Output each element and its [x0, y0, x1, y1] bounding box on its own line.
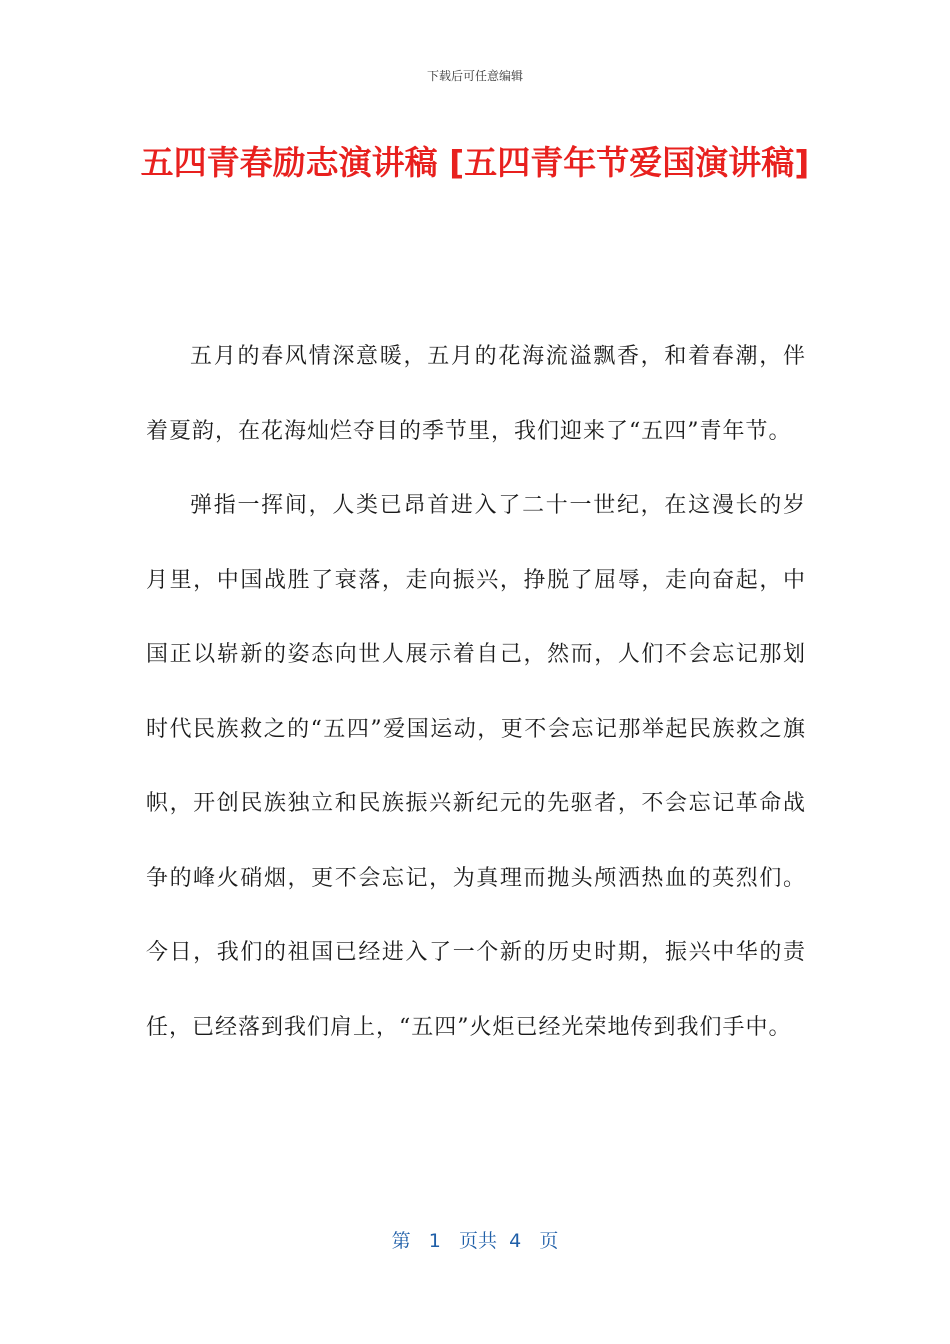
document-title: 五四青春励志演讲稿 [五四青年节爱国演讲稿] [140, 143, 810, 182]
page-label-prefix: 第 [391, 1230, 411, 1252]
header-note: 下载后可任意编辑 [426, 69, 523, 83]
paragraph: 五月的春风情深意暖，五月的花海流溢飘香，和着春潮，伴着夏韵，在花海灿烂夺目的季节里，我们迎来了“五四”青年节。 [146, 344, 806, 444]
total-pages: 4 [509, 1230, 522, 1252]
document-body [146, 320, 806, 1065]
paragraph: 弹指一挥间，人类已昂首进入了二十一世纪，在这漫长的岁月里，中国战胜了衰落，走向振兴，挣脱了屈辱，走向奋起，中国正以崭新的姿态向世人展示着自己，然而，人们不会忘记那划时代民族救之的“五四”爱国运动，更不会忘记那举起民族救之旗帜，开创民族独立和民族振兴新纪元的先驱者，不会忘记革命战争的峰火硝烟，更不会忘记，为真理而抛头颅洒热血的英烈们。今日，我们的祖国已经进入了一个新的历史时期，振兴中华的责任，已经落到我们肩上，“五四”火炬已经光荣地传到我们手中。 [146, 493, 806, 1040]
page-footer [0, 1226, 950, 1253]
page-label-suffix: 页 [539, 1230, 559, 1252]
page-label-mid: 页共 [459, 1230, 498, 1252]
page-number: 1 [428, 1230, 441, 1252]
